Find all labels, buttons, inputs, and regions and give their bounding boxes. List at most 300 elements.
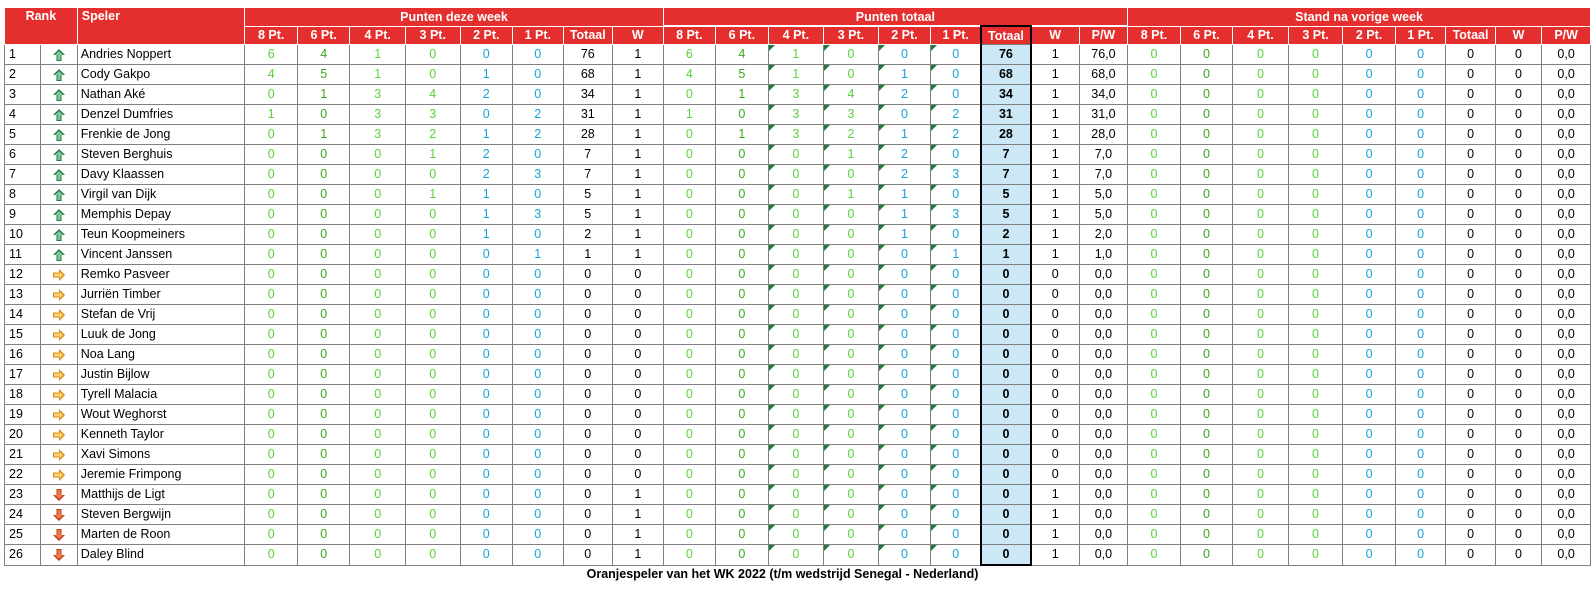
- player-name: Remko Pasveer: [77, 265, 245, 285]
- prev-cell: 0: [1446, 445, 1495, 465]
- table-row: [5, 405, 1591, 425]
- rank-cell: 20: [5, 425, 41, 445]
- prev-cell: 0: [1233, 365, 1289, 385]
- week-cell: 0: [613, 365, 664, 385]
- arrow-up-icon: [52, 207, 66, 221]
- week-cell: 0: [513, 505, 564, 525]
- total-cell: 0: [878, 385, 931, 405]
- week-cell: 0: [563, 445, 612, 465]
- week-cell: 1: [613, 225, 664, 245]
- prev-cell: 0,0: [1542, 525, 1591, 545]
- week-cell: 0: [350, 545, 406, 566]
- total-cell: 0,0: [1079, 265, 1128, 285]
- prev-cell: 0: [1128, 245, 1181, 265]
- trend-cell: [41, 425, 77, 445]
- trend-cell: [41, 325, 77, 345]
- prev-cell: 0: [1180, 365, 1233, 385]
- prev-cell: 0: [1343, 365, 1396, 385]
- prev-cell: 0,0: [1542, 305, 1591, 325]
- week-cell: 0: [245, 505, 298, 525]
- trend-cell: [41, 45, 77, 65]
- player-name: Justin Bijlow: [77, 365, 245, 385]
- prev-cell: 0: [1446, 45, 1495, 65]
- week-cell: 1: [613, 125, 664, 145]
- prev-cell: 0: [1395, 265, 1446, 285]
- week-cell: 34: [563, 85, 612, 105]
- arrow-right-icon: [52, 467, 66, 481]
- week-cell: 0: [405, 385, 460, 405]
- prev-cell: 0: [1180, 145, 1233, 165]
- week-cell: 0: [245, 525, 298, 545]
- prev-cell: 0: [1446, 505, 1495, 525]
- week-cell: 0: [297, 285, 350, 305]
- rank-cell: 4: [5, 105, 41, 125]
- trend-cell: [41, 165, 77, 185]
- prev-cell: 0: [1446, 405, 1495, 425]
- prev-cell: 0: [1233, 125, 1289, 145]
- table-row: [5, 365, 1591, 385]
- week-cell: 0: [563, 365, 612, 385]
- player-name: Steven Berghuis: [77, 145, 245, 165]
- total-cell: 1,0: [1079, 245, 1128, 265]
- week-cell: 0: [405, 305, 460, 325]
- total-cell: 0: [768, 265, 824, 285]
- prev-cell: 0: [1343, 145, 1396, 165]
- total-cell: 0: [931, 505, 982, 525]
- total-cell: 0: [716, 445, 769, 465]
- table-row: [5, 165, 1591, 185]
- total-cell: 0: [716, 105, 769, 125]
- prev-cell: 0: [1233, 325, 1289, 345]
- total-cell: 5: [716, 65, 769, 85]
- total-cell: 0: [663, 265, 716, 285]
- total-cell: 1: [878, 205, 931, 225]
- week-cell: 7: [563, 165, 612, 185]
- prev-cell: 0,0: [1542, 145, 1591, 165]
- table-row: [5, 425, 1591, 445]
- week-cell: 0: [405, 285, 460, 305]
- prev-cell: 0: [1446, 285, 1495, 305]
- total-cell: 0: [1031, 345, 1079, 365]
- prev-cell: 0: [1495, 265, 1541, 285]
- total-cell: 3: [824, 105, 879, 125]
- total-cell: 0,0: [1079, 345, 1128, 365]
- total-cell: 0: [1031, 385, 1079, 405]
- week-cell: 0: [350, 345, 406, 365]
- week-cell: 0: [245, 165, 298, 185]
- total-cell: 3: [768, 105, 824, 125]
- prev-cell: 0: [1495, 425, 1541, 445]
- week-cell: 0: [613, 465, 664, 485]
- week-cell: 0: [245, 185, 298, 205]
- prev-cell: 0: [1343, 285, 1396, 305]
- total-cell: 1: [1031, 145, 1079, 165]
- week-cell: 0: [513, 145, 564, 165]
- prev-cell: 0: [1343, 465, 1396, 485]
- total-cell: 1: [1031, 525, 1079, 545]
- prev-cell: 0: [1446, 425, 1495, 445]
- total-cell: 1: [1031, 225, 1079, 245]
- total-cell: 0: [716, 505, 769, 525]
- week-cell: 0: [563, 285, 612, 305]
- week-cell: 0: [460, 505, 513, 525]
- trend-cell: [41, 245, 77, 265]
- prev-cell: 0: [1128, 305, 1181, 325]
- total-cell: 2: [878, 165, 931, 185]
- player-name: Luuk de Jong: [77, 325, 245, 345]
- arrow-right-icon: [52, 307, 66, 321]
- table-row: [5, 205, 1591, 225]
- total-cell: 0: [1031, 365, 1079, 385]
- total-cell: 0: [768, 405, 824, 425]
- arrow-right-icon: [52, 427, 66, 441]
- total-cell: 0: [768, 385, 824, 405]
- week-cell: 0: [513, 485, 564, 505]
- prev-cell: 0: [1495, 325, 1541, 345]
- week-cell: 2: [460, 145, 513, 165]
- trend-cell: [41, 285, 77, 305]
- prev-cell: 0: [1288, 525, 1343, 545]
- week-cell: 0: [460, 325, 513, 345]
- prev-cell: 0: [1233, 305, 1289, 325]
- prev-cell: 0,0: [1542, 485, 1591, 505]
- total-cell: 0: [716, 425, 769, 445]
- week-cell: 0: [245, 325, 298, 345]
- total-cell: 2: [931, 105, 982, 125]
- table-row: [5, 125, 1591, 145]
- prev-cell: 0: [1495, 225, 1541, 245]
- total-cell: 0: [663, 165, 716, 185]
- prev-cell: 0,0: [1542, 165, 1591, 185]
- total-cell: 1: [1031, 505, 1079, 525]
- week-cell: 0: [297, 465, 350, 485]
- prev-cell: 0: [1233, 45, 1289, 65]
- total-cell: 0: [981, 465, 1030, 485]
- player-name: Jeremie Frimpong: [77, 465, 245, 485]
- week-cell: 0: [613, 325, 664, 345]
- total-cell: 0: [878, 425, 931, 445]
- prev-cell: 0,0: [1542, 505, 1591, 525]
- week-cell: 0: [513, 445, 564, 465]
- prev-cell: 0: [1180, 545, 1233, 566]
- total-cell: 0,0: [1079, 365, 1128, 385]
- total-cell: 0: [716, 345, 769, 365]
- prev-cell: 0: [1180, 85, 1233, 105]
- trend-cell: [41, 485, 77, 505]
- total-cell: 0,0: [1079, 285, 1128, 305]
- player-name: Nathan Aké: [77, 85, 245, 105]
- total-cell: 0: [716, 485, 769, 505]
- week-cell: 0: [613, 285, 664, 305]
- table-row: [5, 45, 1591, 65]
- total-cell: 0: [1031, 325, 1079, 345]
- arrow-up-icon: [52, 127, 66, 141]
- table-row: [5, 265, 1591, 285]
- week-cell: 0: [245, 145, 298, 165]
- total-cell: 0: [824, 505, 879, 525]
- table-row: [5, 385, 1591, 405]
- prev-cell: 0: [1395, 485, 1446, 505]
- prev-cell: 0: [1233, 465, 1289, 485]
- total-cell: 0: [981, 545, 1030, 566]
- trend-cell: [41, 125, 77, 145]
- week-cell: 0: [405, 405, 460, 425]
- arrow-down-icon: [52, 487, 66, 501]
- player-name: Andries Noppert: [77, 45, 245, 65]
- week-cell: 0: [245, 385, 298, 405]
- table-row: [5, 545, 1591, 566]
- prev-cell: 0: [1343, 505, 1396, 525]
- prev-cell: 0: [1180, 185, 1233, 205]
- week-cell: 0: [350, 445, 406, 465]
- prev-cell: 0: [1343, 165, 1396, 185]
- total-cell: 0: [981, 505, 1030, 525]
- total-cell: 0: [663, 345, 716, 365]
- table-row: [5, 105, 1591, 125]
- table-row: [5, 345, 1591, 365]
- week-cell: 0: [513, 365, 564, 385]
- week-cell: 0: [460, 385, 513, 405]
- prev-cell: 0: [1343, 265, 1396, 285]
- trend-cell: [41, 225, 77, 245]
- week-cell: 0: [513, 405, 564, 425]
- prev-cell: 0: [1233, 525, 1289, 545]
- total-cell: 76: [981, 45, 1030, 65]
- week-cell: 0: [405, 485, 460, 505]
- week-cell: 0: [245, 125, 298, 145]
- col-header-total: 6 Pt.: [716, 26, 769, 45]
- rank-cell: 16: [5, 345, 41, 365]
- week-cell: 0: [563, 425, 612, 445]
- total-cell: 0: [878, 545, 931, 566]
- prev-cell: 0: [1128, 385, 1181, 405]
- week-cell: 0: [513, 385, 564, 405]
- total-cell: 6: [663, 45, 716, 65]
- prev-cell: 0: [1233, 505, 1289, 525]
- table-row: [5, 65, 1591, 85]
- prev-cell: 0: [1446, 545, 1495, 566]
- week-cell: 0: [297, 385, 350, 405]
- total-cell: 0: [716, 545, 769, 566]
- rank-cell: 23: [5, 485, 41, 505]
- week-cell: 0: [513, 425, 564, 445]
- total-cell: 5,0: [1079, 205, 1128, 225]
- total-cell: 0: [716, 365, 769, 385]
- week-cell: 0: [613, 385, 664, 405]
- week-cell: 0: [563, 465, 612, 485]
- total-cell: 0: [931, 65, 982, 85]
- arrow-right-icon: [52, 287, 66, 301]
- week-cell: 0: [245, 305, 298, 325]
- total-cell: 1: [878, 65, 931, 85]
- prev-cell: 0: [1446, 485, 1495, 505]
- prev-cell: 0: [1180, 385, 1233, 405]
- week-cell: 0: [405, 225, 460, 245]
- total-cell: 0: [768, 285, 824, 305]
- total-cell: 0: [663, 225, 716, 245]
- prev-cell: 0: [1288, 445, 1343, 465]
- total-cell: 0: [663, 545, 716, 566]
- total-cell: 0: [768, 345, 824, 365]
- prev-cell: 0: [1343, 425, 1396, 445]
- total-cell: 0: [878, 485, 931, 505]
- total-cell: 1: [824, 185, 879, 205]
- col-header-prev: 6 Pt.: [1180, 26, 1233, 45]
- trend-cell: [41, 345, 77, 365]
- trend-cell: [41, 525, 77, 545]
- total-cell: 1: [1031, 185, 1079, 205]
- prev-cell: 0,0: [1542, 325, 1591, 345]
- prev-cell: 0: [1395, 325, 1446, 345]
- prev-cell: 0: [1395, 465, 1446, 485]
- prev-cell: 0: [1446, 205, 1495, 225]
- rank-cell: 9: [5, 205, 41, 225]
- week-cell: 0: [350, 245, 406, 265]
- week-cell: 31: [563, 105, 612, 125]
- rank-cell: 11: [5, 245, 41, 265]
- col-header-prev: P/W: [1542, 26, 1591, 45]
- total-cell: 0: [716, 285, 769, 305]
- prev-cell: 0: [1288, 245, 1343, 265]
- prev-cell: 0: [1395, 165, 1446, 185]
- prev-cell: 0: [1233, 345, 1289, 365]
- total-cell: 0: [878, 365, 931, 385]
- table-row: [5, 225, 1591, 245]
- prev-cell: 0: [1343, 405, 1396, 425]
- col-header-week: 4 Pt.: [350, 26, 406, 45]
- prev-cell: 0: [1233, 225, 1289, 245]
- prev-cell: 0: [1180, 505, 1233, 525]
- rank-cell: 26: [5, 545, 41, 566]
- prev-cell: 0: [1128, 505, 1181, 525]
- week-cell: 1: [460, 65, 513, 85]
- week-cell: 0: [513, 185, 564, 205]
- week-cell: 0: [563, 345, 612, 365]
- total-cell: 0: [768, 245, 824, 265]
- total-cell: 0: [824, 525, 879, 545]
- prev-cell: 0: [1495, 145, 1541, 165]
- week-cell: 0: [405, 45, 460, 65]
- rank-cell: 25: [5, 525, 41, 545]
- prev-cell: 0: [1395, 285, 1446, 305]
- prev-cell: 0: [1128, 545, 1181, 566]
- prev-cell: 0: [1343, 45, 1396, 65]
- total-cell: 0: [931, 145, 982, 165]
- col-header-total: 4 Pt.: [768, 26, 824, 45]
- week-cell: 0: [563, 405, 612, 425]
- prev-cell: 0: [1128, 85, 1181, 105]
- week-cell: 0: [245, 85, 298, 105]
- total-cell: 0: [824, 485, 879, 505]
- prev-cell: 0: [1395, 145, 1446, 165]
- week-cell: 0: [613, 305, 664, 325]
- prev-cell: 0: [1288, 145, 1343, 165]
- total-cell: 1: [1031, 85, 1079, 105]
- total-cell: 5: [981, 205, 1030, 225]
- prev-cell: 0: [1288, 505, 1343, 525]
- prev-cell: 0,0: [1542, 445, 1591, 465]
- week-cell: 0: [405, 545, 460, 566]
- week-cell: 0: [245, 345, 298, 365]
- week-cell: 0: [405, 265, 460, 285]
- week-cell: 2: [513, 105, 564, 125]
- week-cell: 0: [513, 265, 564, 285]
- total-cell: 1: [716, 85, 769, 105]
- week-cell: 0: [245, 365, 298, 385]
- total-cell: 4: [824, 85, 879, 105]
- total-cell: 0: [768, 365, 824, 385]
- week-cell: 0: [613, 405, 664, 425]
- week-cell: 1: [460, 125, 513, 145]
- prev-cell: 0,0: [1542, 265, 1591, 285]
- prev-cell: 0: [1128, 205, 1181, 225]
- total-cell: 1: [1031, 245, 1079, 265]
- total-cell: 0: [824, 205, 879, 225]
- prev-cell: 0: [1343, 525, 1396, 545]
- total-cell: 31: [981, 105, 1030, 125]
- prev-cell: 0: [1288, 45, 1343, 65]
- prev-cell: 0: [1495, 385, 1541, 405]
- week-cell: 0: [350, 145, 406, 165]
- prev-cell: 0: [1446, 265, 1495, 285]
- week-cell: 2: [405, 125, 460, 145]
- prev-cell: 0: [1495, 505, 1541, 525]
- prev-cell: 0: [1395, 365, 1446, 385]
- week-cell: 0: [350, 305, 406, 325]
- total-cell: 0: [768, 205, 824, 225]
- total-cell: 0: [878, 505, 931, 525]
- prev-cell: 0: [1288, 385, 1343, 405]
- total-cell: 0: [931, 385, 982, 405]
- prev-cell: 0: [1288, 225, 1343, 245]
- week-cell: 2: [460, 85, 513, 105]
- prev-cell: 0: [1446, 245, 1495, 265]
- col-header-week: 1 Pt.: [513, 26, 564, 45]
- col-header-week: 6 Pt.: [297, 26, 350, 45]
- week-cell: 0: [460, 45, 513, 65]
- week-cell: 0: [297, 265, 350, 285]
- arrow-right-icon: [52, 267, 66, 281]
- prev-cell: 0: [1395, 445, 1446, 465]
- prev-cell: 0: [1343, 185, 1396, 205]
- player-name: Steven Bergwijn: [77, 505, 245, 525]
- prev-cell: 0: [1446, 65, 1495, 85]
- prev-cell: 0: [1288, 65, 1343, 85]
- week-cell: 1: [613, 485, 664, 505]
- total-cell: 1: [1031, 545, 1079, 566]
- week-cell: 0: [563, 545, 612, 566]
- player-name: Denzel Dumfries: [77, 105, 245, 125]
- prev-cell: 0: [1495, 205, 1541, 225]
- total-cell: 0: [931, 365, 982, 385]
- week-cell: 2: [563, 225, 612, 245]
- col-header-total: 1 Pt.: [931, 26, 982, 45]
- trend-cell: [41, 305, 77, 325]
- week-cell: 0: [350, 485, 406, 505]
- week-cell: 2: [513, 125, 564, 145]
- week-cell: 3: [350, 85, 406, 105]
- total-cell: 0: [981, 485, 1030, 505]
- total-cell: 7: [981, 145, 1030, 165]
- week-cell: 3: [350, 105, 406, 125]
- total-cell: 0: [768, 145, 824, 165]
- total-cell: 1: [768, 65, 824, 85]
- prev-cell: 0: [1343, 85, 1396, 105]
- week-cell: 0: [350, 265, 406, 285]
- week-cell: 1: [613, 105, 664, 125]
- week-cell: 0: [350, 425, 406, 445]
- total-cell: 3: [768, 85, 824, 105]
